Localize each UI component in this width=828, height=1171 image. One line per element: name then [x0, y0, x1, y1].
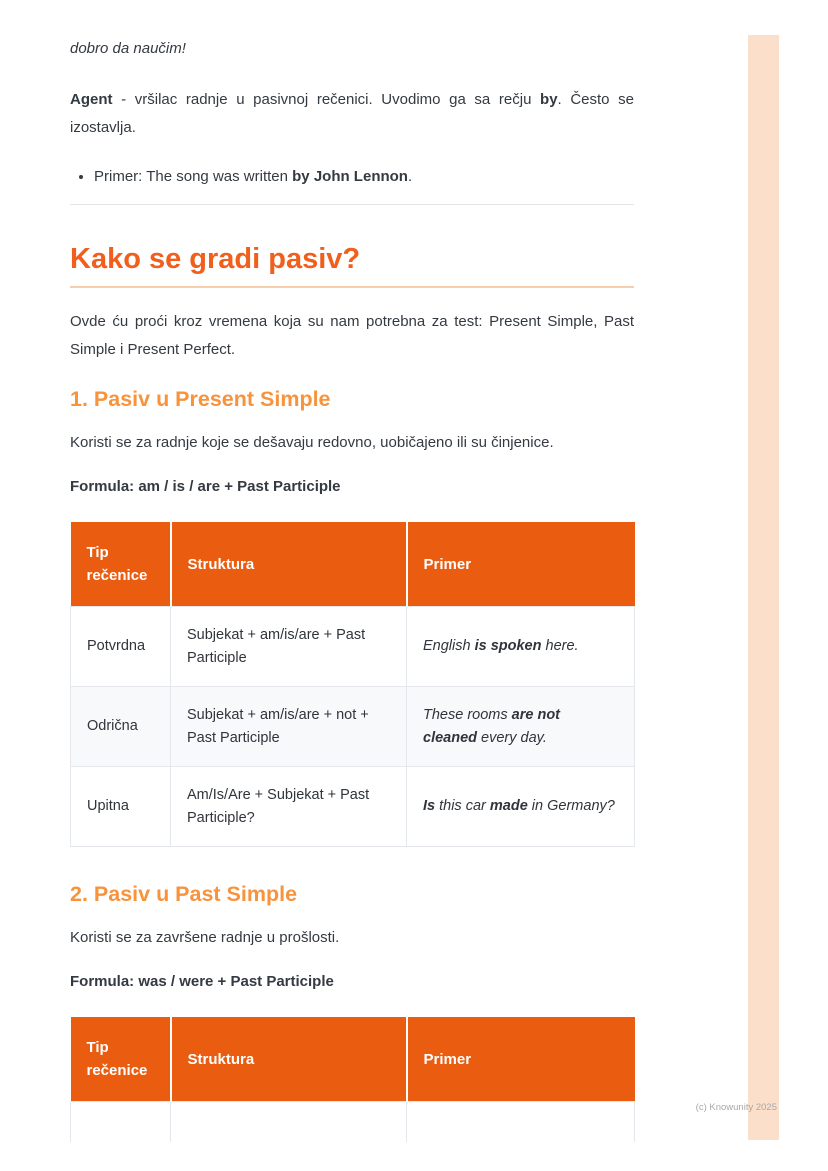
cell-empty	[171, 1102, 407, 1142]
cell-primer: English is spoken here.	[407, 607, 635, 687]
cell-primer: Is this car made in Germany?	[407, 767, 635, 847]
section2-heading: 2. Pasiv u Past Simple	[70, 882, 298, 906]
column-header-struktura: Struktura	[171, 1017, 407, 1102]
table-header-row	[71, 1017, 635, 1102]
section1-heading: 1. Pasiv u Present Simple	[70, 387, 331, 411]
section1-description: Koristi se za radnje koje se dešavaju redovno, uobičajeno ili su činjenice.	[70, 434, 554, 451]
table-row-partial	[71, 1102, 635, 1142]
cell-empty	[71, 1102, 171, 1142]
cell-tip: Odrična	[71, 687, 171, 767]
section1-formula: Formula: am / is / are + Past Participle	[70, 478, 341, 495]
cell-struktura: Subjekat + am/is/are + not + Past Participle	[171, 687, 407, 767]
table-row-odricna	[71, 687, 635, 767]
section2-description: Koristi se za završene radnje u prošlosti.	[70, 929, 340, 946]
table-row-potvrdna	[71, 607, 635, 687]
page-edge-stripe	[748, 35, 779, 1140]
section-divider	[70, 204, 634, 205]
intro-italic-line: dobro da naučim!	[70, 40, 186, 57]
main-heading: Kako se gradi pasiv?	[70, 241, 634, 288]
table-row-upitna	[71, 767, 635, 847]
column-header-struktura: Struktura	[171, 522, 407, 607]
example-list	[70, 166, 634, 188]
section2-formula: Formula: was / were + Past Participle	[70, 973, 334, 990]
cell-tip: Upitna	[71, 767, 171, 847]
agent-definition-paragraph: Agent - vršilac radnje u pasivnoj rečenici. Uvodimo ga sa rečju by. Često se izostavlja.	[70, 91, 634, 136]
column-header-primer: Primer	[407, 522, 635, 607]
cell-tip: Potvrdna	[71, 607, 171, 687]
cell-struktura: Subjekat + am/is/are + Past Participle	[171, 607, 407, 687]
column-header-primer: Primer	[407, 1017, 635, 1102]
column-header-tip-recenice: Tip rečenice	[71, 522, 171, 607]
footer-credit: (c) Knowunity 2025	[695, 1102, 777, 1113]
main-intro-paragraph: Ovde ću proći kroz vremena koja su nam potrebna za test: Present Simple, Past Simple i Present Perfect.	[70, 313, 634, 358]
column-header-tip-recenice: Tip rečenice	[71, 1017, 171, 1102]
table-header-row	[71, 522, 635, 607]
present-simple-table	[70, 522, 635, 847]
cell-struktura: Am/Is/Are + Subjekat + Past Participle?	[171, 767, 407, 847]
example-list-item: • Primer: The song was written by John Lennon.	[94, 166, 634, 188]
cell-primer: These rooms are not cleaned every day.	[407, 687, 635, 767]
cell-empty	[407, 1102, 635, 1142]
past-simple-table	[70, 1017, 635, 1142]
